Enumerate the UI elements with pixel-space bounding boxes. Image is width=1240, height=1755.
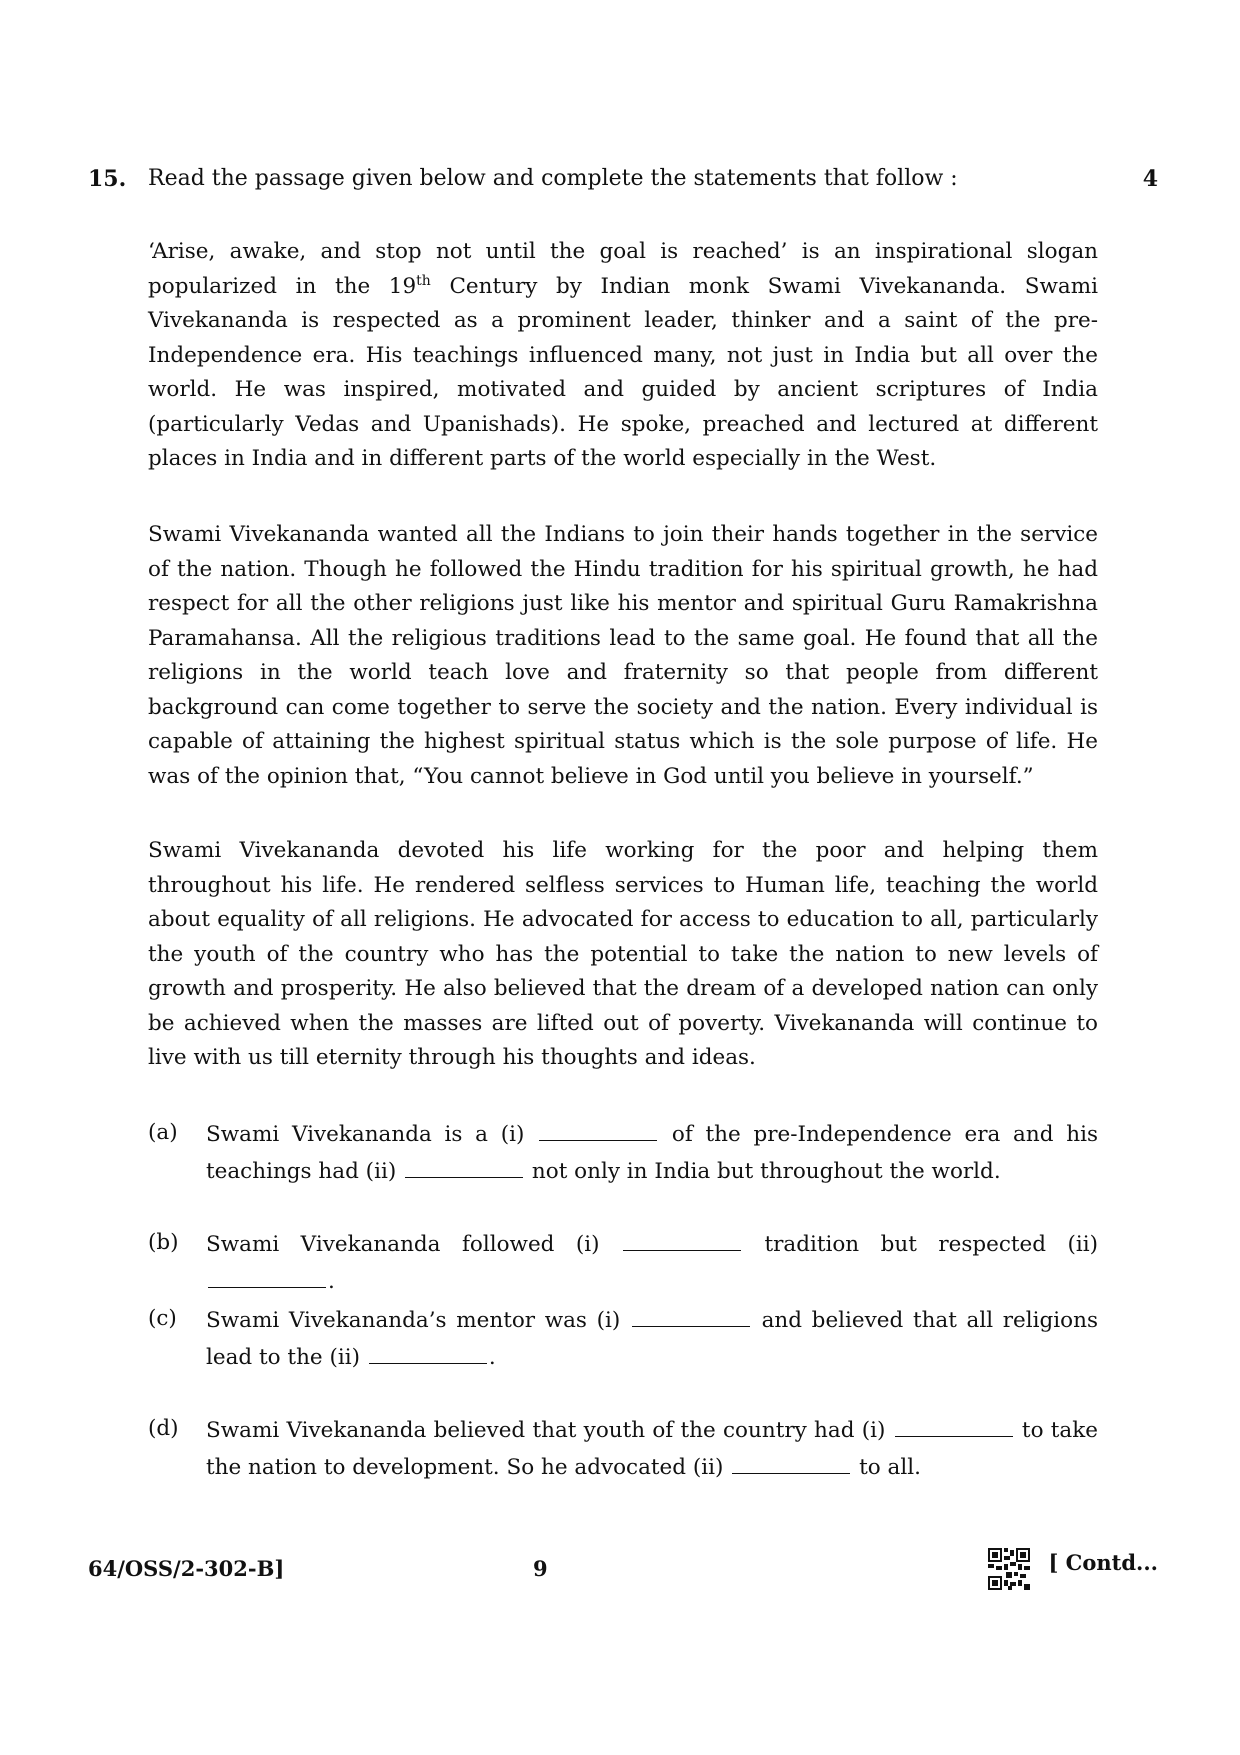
continued-label: [ Contd... xyxy=(1048,1550,1158,1575)
answer-blank[interactable] xyxy=(369,1339,487,1364)
qr-code-icon xyxy=(988,1548,1030,1590)
item-text: Swami Vivekananda is a (i) xyxy=(206,1122,538,1147)
item-text: . xyxy=(328,1268,335,1294)
item-label: (b) xyxy=(148,1230,179,1255)
answer-blank[interactable] xyxy=(405,1153,523,1178)
item-text: and believed that all religions lead to the (ii) xyxy=(206,1308,1098,1370)
passage-paragraph-1 xyxy=(148,235,1098,477)
paper-code: 64/OSS/2-302-B] xyxy=(88,1556,285,1581)
passage-paragraph-2: Swami Vivekananda wanted all the Indians to join their hands together in the service of the nation. Though he followed the Hindu tradition for his spiritual growth, he had respect for all the other religions just like his mentor and spiritual Guru Ramakrishna Paramahansa. All the religious traditions lead to the same goal. He found that all the religions in the world teach love and fraternity so that people from different background can come together to serve the society and the nation. Every individual is capable of attaining the highest spiritual status which is the sole purpose of life. He was of the opinion that, “You cannot believe in God until you believe in yourself.” xyxy=(148,522,1098,789)
item-body xyxy=(206,1302,1098,1375)
item-text: to all. xyxy=(852,1454,921,1480)
item-label: (c) xyxy=(148,1306,177,1331)
item-label: (d) xyxy=(148,1416,179,1441)
item-text: . xyxy=(488,1344,496,1370)
answer-blank[interactable] xyxy=(208,1263,326,1288)
answer-blank[interactable] xyxy=(623,1226,741,1251)
item-text: to take the nation to development. So he advocated (ii) xyxy=(206,1418,1098,1480)
item-text: tradition but respected (ii) xyxy=(743,1232,1098,1257)
item-text: Swami Vivekananda believed that youth of the country had (i) xyxy=(206,1418,893,1443)
item-body xyxy=(206,1412,1098,1485)
item-text: Swami Vivekananda’s mentor was (i) xyxy=(206,1308,630,1333)
passage-paragraph-3: Swami Vivekananda devoted his life working for the poor and helping them throughout his life. He rendered selfless services to Human life, teaching the world about equality of all religions. He advocated for access to education to all, particularly the youth of the country who has the potential to take the nation to new levels of growth and prosperity. He also believed that the dream of a developed nation can only be achieved when the masses are lifted out of poverty. Vivekananda will continue to live with us till eternity through his thoughts and ideas. xyxy=(148,838,1098,1070)
answer-blank[interactable] xyxy=(632,1302,750,1327)
item-text: not only in India but throughout the world. xyxy=(525,1158,1001,1184)
passage-p1-text-a: ‘Arise, awake, and stop not until the goal is reached’ is an inspirational slogan popularized in the 19 xyxy=(148,239,1098,299)
answer-blank[interactable] xyxy=(732,1449,850,1474)
passage-p1-text-b: Century by Indian monk Swami Vivekananda. Swami Vivekananda is respected as a prominent leader, thinker and a saint of the pre-Independence era. His teachings influenced many, not just in India but all over the world. He was inspired, motivated and guided by ancient scriptures of India (particularly Vedas and Upanishads). He spoke, preached and lectured at different places in India and in different parts of the world especially in the West. xyxy=(148,273,1098,471)
item-text: of the pre-Independence era and his teachings had (ii) xyxy=(206,1122,1098,1184)
item-label: (a) xyxy=(148,1120,178,1145)
page-footer xyxy=(88,1548,1158,1598)
item-text: Swami Vivekananda followed (i) xyxy=(206,1232,622,1257)
answer-blank[interactable] xyxy=(539,1116,657,1141)
item-body xyxy=(206,1226,1098,1299)
answer-blank[interactable] xyxy=(895,1412,1013,1437)
page-number: 9 xyxy=(533,1556,548,1581)
question-instruction: Read the passage given below and complete the statements that follow : xyxy=(148,166,958,191)
passage-p1-superscript: th xyxy=(416,272,431,289)
question-number: 15. xyxy=(88,166,127,192)
item-body xyxy=(206,1116,1098,1189)
question-marks: 4 xyxy=(1142,166,1158,192)
